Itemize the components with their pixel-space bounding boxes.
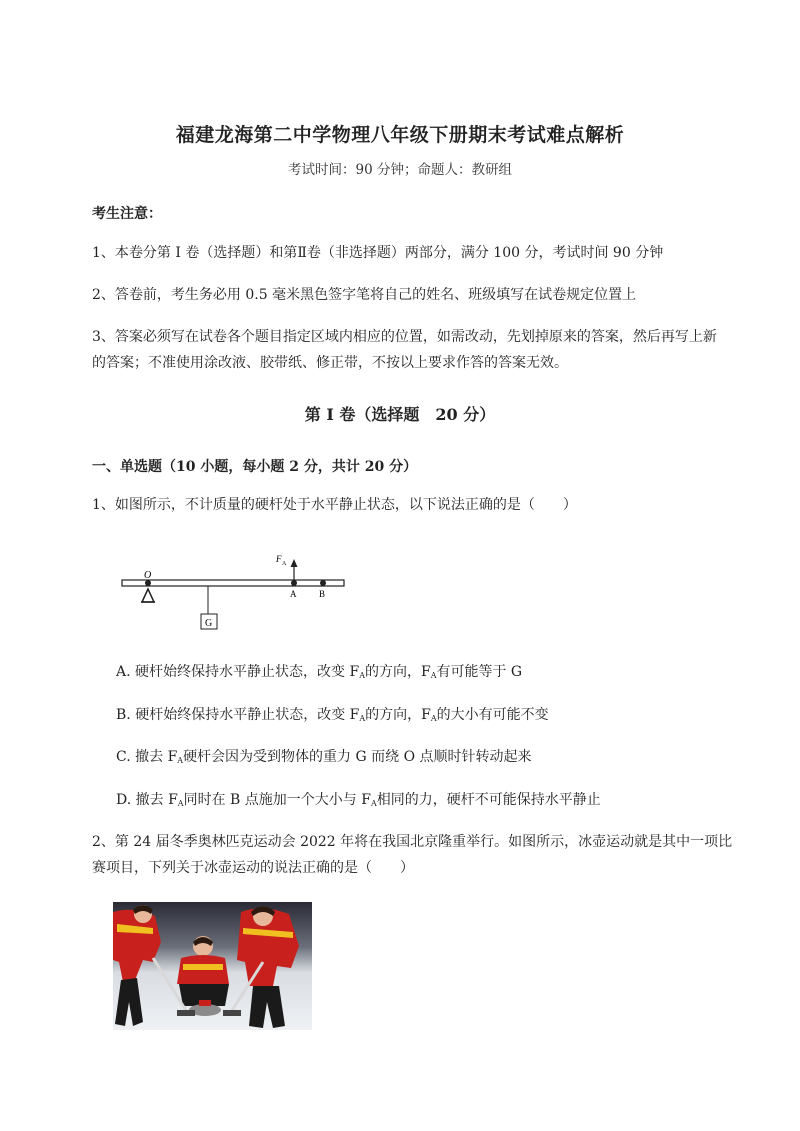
label-a: A bbox=[290, 589, 297, 599]
notice-2: 2、答卷前，考生务必用 0.5 毫米黑色签字笔将自己的姓名、班级填写在试卷规定位置上 bbox=[92, 287, 637, 303]
label-g: G bbox=[205, 618, 213, 629]
label-fa: F bbox=[276, 554, 282, 564]
notice-1: 1、本卷分第 I 卷（选择题）和第Ⅱ卷（非选择题）两部分，满分 100 分，考试时间 90 分钟 bbox=[92, 245, 664, 261]
q1-option-c: C. 撤去 $F_A$硬杆会因为受到物体的重力 G 而绕 O 点顺时针转动起来 bbox=[116, 749, 532, 765]
document-title: 福建龙海第二中学物理八年级下册期末考试难点解析 bbox=[175, 124, 625, 146]
notice-label: 考生注意： bbox=[92, 206, 162, 222]
section-title: 第 I 卷（选择题 20 分） bbox=[304, 405, 496, 424]
curling-photo bbox=[113, 902, 312, 1030]
document-subtitle: 考试时间：90 分钟；命题人：教研组 bbox=[288, 162, 512, 178]
curling-illustration bbox=[113, 902, 312, 1030]
label-fa-sub: A bbox=[282, 561, 287, 567]
label-b: B bbox=[319, 589, 326, 599]
q1-option-b: B. 硬杆始终保持水平静止状态，改变 $F_A$的方向，$F_A$的大小有可能不变 bbox=[116, 707, 549, 723]
fulcrum-icon bbox=[142, 589, 154, 602]
q1-option-a: A. 硬杆始终保持水平静止状态，改变 $F_A$的方向，$F_A$有可能等于 G bbox=[116, 664, 523, 680]
question-2-stem-line1: 2、第 24 届冬季奥林匹克运动会 2022 年将在我国北京隆重举行。如图所示，冰壶运动就是其中一项比 bbox=[92, 834, 733, 850]
lever-figure bbox=[118, 545, 358, 640]
question-2-stem-line2: 赛项目，下列关于冰壶运动的说法正确的是（ ） bbox=[92, 860, 414, 876]
notice-3-line1: 3、答案必须写在试卷各个题目指定区域内相应的位置，如需改动，先划掉原来的答案，然后再写上新 bbox=[92, 329, 717, 345]
question-1-stem: 1、如图所示，不计质量的硬杆处于水平静止状态，以下说法正确的是（ ） bbox=[92, 497, 577, 513]
point-b bbox=[320, 580, 326, 586]
label-o: O bbox=[144, 570, 152, 581]
notice-3-line2: 的答案；不准使用涂改液、胶带纸、修正带，不按以上要求作答的答案无效。 bbox=[92, 355, 568, 371]
part-heading: 一、单选题（10 小题，每小题 2 分，共计 20 分） bbox=[92, 459, 418, 475]
lever-bar bbox=[122, 580, 344, 586]
q1-option-d: D. 撤去 $F_A$同时在 B 点施加一个大小与 $F_A$相同的力，硬杆不可能保持水平静止 bbox=[116, 792, 601, 808]
